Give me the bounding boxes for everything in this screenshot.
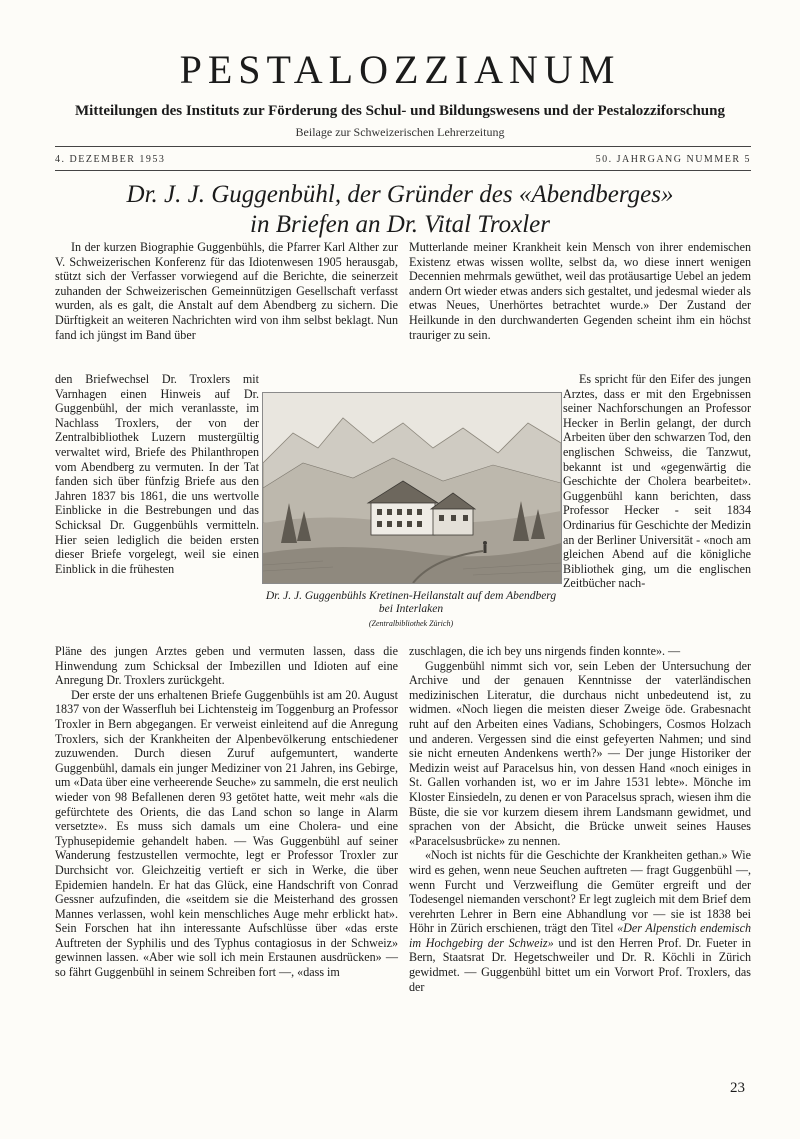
figure-caption: [262, 590, 560, 630]
journal-supplement-note: Beilage zur Schweizerischen Lehrerzeitung: [295, 125, 505, 139]
paragraph: Es spricht für den Eifer des jungen Arztes, dass er mit den Ergebnissen seiner Nachforschungen an Professor Hecker in Berlin gelangt, der durch Arbeiten über den schwarzen Tod, den englischen Schweiss, die Tanzwut, bekannt ist und «gegenwärtig die Geschichte der Cholera bearbeitet». Guggenbühl kann berichten, dass Professor Hecker - seit 1834 Ordinarius für Geschichte der Medizin an der Berliner Universität - «noch am gleichen Abend auf die königliche Bibliothek ging, um die englischen Zeitbücher nach-: [563, 372, 751, 591]
journal-subtitle: Mitteilungen des Instituts zur Förderung des Schul- und Bildungswesens und der Pestalozziforschung: [75, 103, 725, 119]
paragraph: Guggenbühl nimmt sich vor, sein Leben der Untersuchung der Archive und der genauen Kenntnisse der vaterländischen medizinischen Literatur, die durchaus nicht unbedeutend ist, zu widmen. «Noch liegen die meisten dieser Zweige öde. Grabesnacht ruht auf den Arbeiten eines Vadians, Schobingers, Cosmos Holzach und anderen. Vergessen sind die einst gefeyerten Nahmen; und sind sie nicht erneuten Andenkens werth?» — Der junge Historiker der Medizin weist auf Paracelsus hin, von dessen Hand «noch einiges in St. Gallen vorhanden ist, wo er im Jahre 1531 lebte». Mönche im Kloster Einsiedeln, zu denen er von Paracelsus sprach, wiesen ihm die Büste, die sie vor kurzem diesem ihrem Landsmann gewidmet, und sprachen von der Absicht, die Brücke unweit seines Hauses «Paracelsusbrücke» zu nennen.: [409, 658, 751, 848]
paragraph: den Briefwechsel Dr. Troxlers mit Varnhagen einen Hinweis auf Dr. Guggenbühl, der mich veranlasste, im Nachlass Troxlers, der von der Zentralbibliothek Luzern mustergültig verwaltet wird, Briefe des Philanthropen vom Abendberg zu vermuten. In der Tat fanden sich über fünfzig Briefe aus den Jahren 1837 bis 1861, die uns wertvolle Einblicke in die Bestrebungen und das Schicksal Dr. Guggenbühls vermitteln. Hier seien lediglich die beiden ersten dieser Briefe vorgelegt, weil sie einen Einblick in die frühesten: [55, 372, 259, 576]
journal-title: PESTALOZZIANUM: [179, 47, 621, 92]
paragraph: Pläne des jungen Arztes geben und vermuten lassen, dass die Hinwendung zum Schicksal der Imbezillen und Idioten auf eine Anregung Dr. Troxlers zurückgeht.: [55, 644, 398, 688]
paragraph: Der erste der uns erhaltenen Briefe Guggenbühls ist am 20. August 1837 von der Wasserfluh bei Lichtensteig im Toggenburg an Professor Troxler in Bern abgegangen. Er verweist einleitend auf die Anregung Troxlers, sich der Krankheiten der Alpenbevölkerung entschiedener zuzuwenden. Durch diesen Zuruf aufgemuntert, wanderte Guggenbühl, damals ein junger Mediziner von 21 Jahren, ins Gebirge, um «Data über eine verheerende Seuche» zu sammeln, die erst neulich wieder von 98 Befallenen deren 93 getötet hatte, weit mehr «als die gefürchtete des Orients, die das Land schon so lange in Alarm versetzte». Es muss sich damals um eine Cholera- und eine Typhusepidemie gehandelt haben. — Was Guggenbühl auf seiner Wanderung festzustellen vermochte, legt er Professor Troxler zur Durchsicht vor. Gleichzeitig vertieft er sich in Werke, die über Epidemien handeln. Er hat das Glück, eine Handschrift von Conrad Gessner aufzufinden, die «seitdem sie die Meisterhand des grossen Mannes verlassen, wohl kein menschliches Auge mehr erblickt hat». Sein Forschen hat ihn interessante Aufschlüsse über «das erste Auftreten der Syphilis und des Typhus contagiosus in der Schweiz» gewinnen lassen. «Aber wie soll ich mein Erstaunen ausdrücken» — so fährt Guggenbühl in seinem Schreiben fort —, «dass im: [55, 687, 398, 980]
masthead: [0, 48, 800, 140]
paragraph-text: und ist den Herren Prof. Dr. Fueter in Bern, Staatsrat Dr. Hegetschweiler und Dr. R. Köchli in Zürich gewidmet. — Guggenbühl bittet um ein Vorwort Prof. Troxlers, das der: [409, 935, 752, 994]
caption-line1: Dr. J. J. Guggenbühls Kretinen-Heilanstalt auf dem Abendberg: [265, 590, 557, 602]
right-column-narrow: [563, 372, 751, 591]
bottom-rule: [55, 170, 751, 171]
caption-source: (Zentralbibliothek Zürich): [368, 619, 454, 628]
left-column-bottom: [55, 644, 398, 980]
issue-volume: 50. JAHRGANG NUMMER 5: [595, 154, 751, 165]
issue-date: 4. DEZEMBER 1953: [55, 154, 166, 165]
right-column-bottom: [409, 644, 751, 994]
right-column-top: [409, 240, 751, 342]
engraving-illustration: [263, 393, 561, 583]
paragraph: [409, 848, 751, 994]
top-rule: [55, 146, 751, 147]
treatise-title: «Der Alpenstich endemisch im Hochgebirg der Schweiz»: [409, 921, 751, 950]
left-column-narrow: [55, 372, 259, 576]
page-number: 23: [730, 1080, 745, 1096]
caption-line2: bei Interlaken: [378, 603, 444, 615]
paragraph: Mutterlande meiner Krankheit kein Mensch von ihrer endemischen Existenz etwas wissen wollte, selbst da, wo diese innert wenigen Decennien mehrmals gewüthet, weil das protäusartige Uebel an jedem andern Ort wieder etwas anders sich gestaltet, und jedesmal wieder als etwas Neues, Unerhörtes betrachtet wurde.» Der Zustand der Heilkunde in den durchwanderten Gegenden scheint ihm ein höchst trauriger zu sein.: [409, 240, 751, 342]
left-column-top: [55, 240, 398, 342]
article-title: [0, 180, 800, 240]
article-title-line1: Dr. J. J. Guggenbühl, der Gründer des «Abendberges»: [126, 181, 674, 208]
paragraph-text: «Noch ist nichts für die Geschichte der Krankheiten gethan.» Wie wird es gehen, wenn neue Seuchen auftreten — fragt Guggenbühl —, wenn Furcht und Verzweiflung die Gemüter ergreift und der Todesengel niemanden verschont? Er legt zugleich mit dem Brief dem verehrten Lehrer in Bern eine Abhandlung vor — sie ist 1838 bei Höhr in Zürich erschienen, trägt den Titel: [409, 848, 751, 936]
article-title-line2: in Briefen an Dr. Vital Troxler: [250, 211, 550, 238]
engraving-image: [262, 392, 562, 584]
paragraph: zuschlagen, die ich bey uns nirgends finden konnte». —: [409, 644, 681, 658]
paragraph: In der kurzen Biographie Guggenbühls, die Pfarrer Karl Alther zur V. Schweizerischen Konferenz für das Idiotenwesen 1905 herausgab, stützt sich der Verfasser vorwiegend auf die Berichte, die seinerzeit zuhanden der Schweizerischen Gemeinnützigen Gesellschaft verfasst wurden, als es galt, die Anstalt auf dem Abendberg zu sichern. Die Dürftigkeit an weiteren Nachrichten wird von ihm selbst beklagt. Nun fand ich jüngst im Band über: [55, 240, 398, 342]
